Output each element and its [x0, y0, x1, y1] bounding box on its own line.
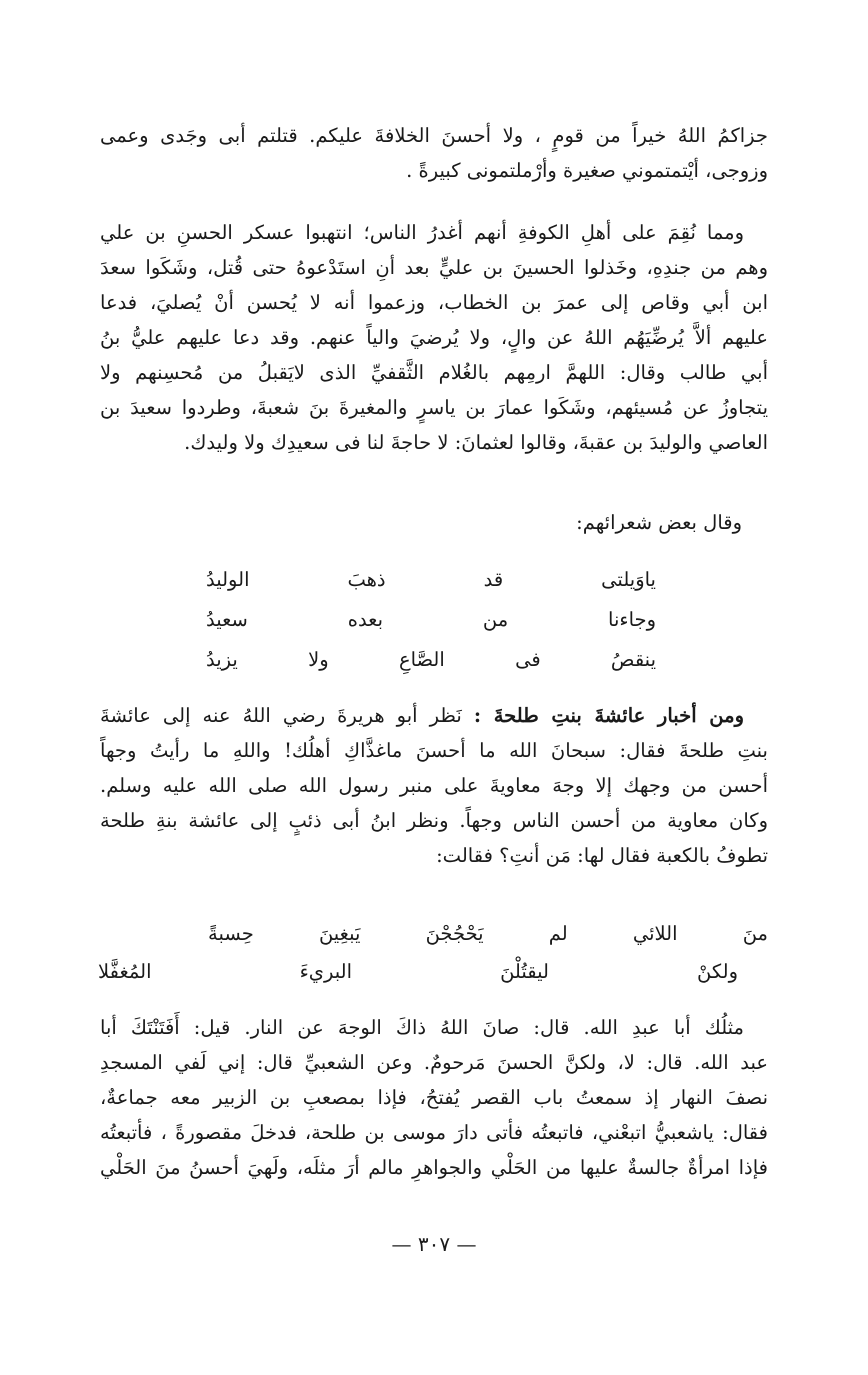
- text-line: ومما نُقِمَ على أهلِ الكوفةِ أنهم أغدرُ الناس؛ انتهبوا عسكر الحسنِ بن علي: [100, 221, 744, 244]
- text-line: وكان معاوية من أحسن الناس وجهاً. ونظر ابنُ أبى ذئبٍ إلى عائشة بنةِ طلحة: [100, 809, 768, 832]
- poem-intro: وقال بعض شعرائهم:: [576, 511, 742, 534]
- text-line: [100, 698, 768, 733]
- text-line: ابن أبي وقاص إلى عمرَ بن الخطاب، وزعموا أنه لا يُحسن أنْ يُصليَ، فدعا: [100, 291, 768, 314]
- section-heading: ومن أخبار عائشةَ بنتِ طلحةَ :: [473, 704, 744, 727]
- paragraph-3: [100, 698, 768, 873]
- text-line: يتجاوزُ عن مُسيئهم، وشَكَوا عمارَ بن ياسرٍ والمغيرةَ بنَ شعبةَ، وطردوا سعيدَ بن: [100, 396, 768, 419]
- text-line: أبي طالب وقال: اللهمَّ ارمِهم بالغُلام الثَّقفيِّ الذى لايَقبلُ من مُحسِنهم ولا: [100, 361, 768, 384]
- text-line: فقال: ياشعبيُّ اتبعْني، فاتبعتُه فأتى دارَ موسى بن طلحة، فدخلَ مقصورةً ، فأتبعتُه: [100, 1121, 768, 1144]
- text-line: أحسن من وجهك إلا وجهَ معاويةَ على منبر رسول الله صلى الله عليه وسلم.: [100, 774, 768, 797]
- poem-verse: ياوَيلتى قد ذهبَ الوليدُ: [206, 568, 656, 591]
- text-line: عليهم ألاَّ يُرضِّيَهُم اللهُ عن والٍ، ولا يُرضيَ والياً عنهم. وقد دعا عليهم عليُّ بنُ: [100, 326, 768, 349]
- poem-verse: ولكنْ ليقتُلْنَ البريءَ المُغفَّلا: [98, 960, 738, 983]
- text-line: بنتِ طلحةَ فقال: سبحانَ الله ما أحسنَ ماغذَّاكِ أهلُك! واللهِ ما رأيتُ وجهاً: [100, 739, 768, 762]
- text-line: تطوفُ بالكعبة فقال لها: مَن أنتِ؟ فقالت:: [436, 844, 768, 867]
- page-number: — ٣٠٧ —: [391, 1232, 477, 1256]
- text-line-body: نَظر أبو هريرةَ رضي اللهُ عنه إلى عائشةَ: [100, 704, 462, 727]
- text-line: وزوجى، أيْتمتموني صغيرة وأرْملتمونى كبيرةً .: [406, 159, 768, 182]
- poem-verse: وجاءنا من بعده سعيدُ: [206, 608, 656, 631]
- paragraph-4: [100, 1010, 768, 1185]
- text-line: فإذا امرأةٌ جالسةٌ عليها من الحَلْي والجواهرِ مالم أرَ مثلَه، ولَهيَ أحسنُ منَ الحَلْي: [100, 1156, 768, 1179]
- text-line: العاصي والوليدَ بن عقبةَ، وقالوا لعثمانَ: لا حاجةَ لنا فى سعيدِك ولا وليدك.: [184, 431, 768, 454]
- paragraph-1: [100, 118, 768, 188]
- poem-verse: منَ اللائي لم يَحْجُجْنَ يَبغِينَ حِسبةً: [208, 922, 768, 945]
- text-line: نصفَ النهار إذ سمعتُ باب القصر يُفتحُ، فإذا بمصعبِ بن الزبير معه جماعةٌ،: [100, 1086, 768, 1109]
- text-line: وهم من جندِهِ، وخَذلوا الحسينَ بن عليٍّ بعد أنِ استَدْعوهُ حتى قُتل، وشَكَوا سعدَ: [100, 256, 768, 279]
- poem-verse: ينقصُ فى الصَّاعِ ولا يزيدُ: [206, 648, 656, 671]
- text-line: جزاكمُ اللهُ خيراً من قومٍ ، ولا أحسنَ الخلافةَ عليكم. قتلتم أبى وجَدى وعمى: [100, 124, 768, 147]
- text-line: عبد الله. قال: لا، ولكنَّ الحسنَ مَرحومٌ. وعن الشعبيِّ قال: إني لَفي المسجدِ: [100, 1051, 768, 1074]
- paragraph-2: [100, 215, 768, 460]
- text-line: مثلُك أبا عبدِ الله. قال: صانَ اللهُ ذاكَ الوجهَ عن النار. قيل: أَفَتَنْتَكَ أبا: [100, 1016, 744, 1039]
